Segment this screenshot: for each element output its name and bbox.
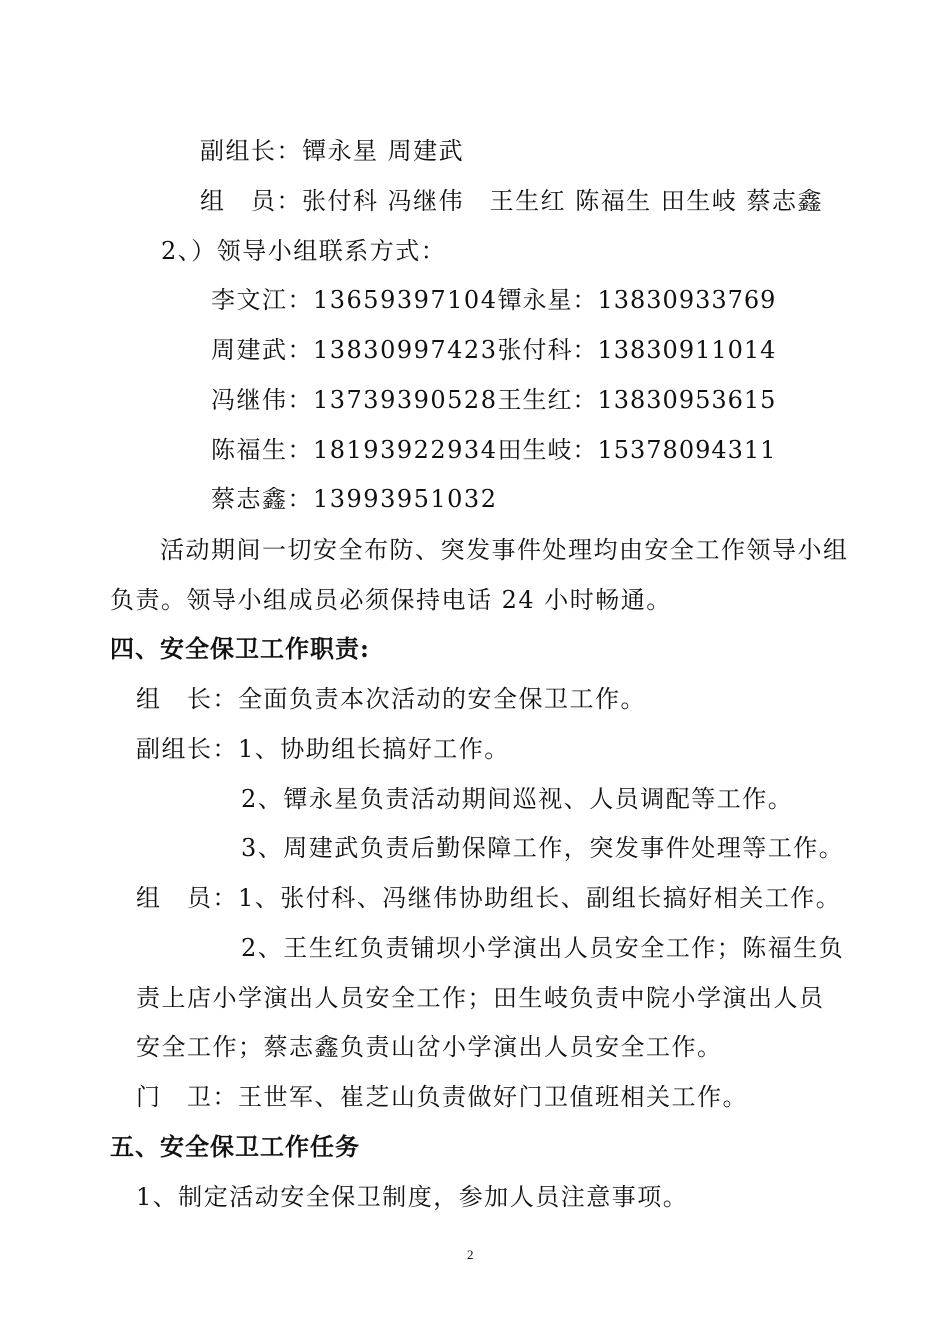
deputy-duty-line: 副组长：1、协助组长搞好工作。 xyxy=(136,735,510,763)
member-duty-line: 安全工作；蔡志鑫负责山岔小学演出人员安全工作。 xyxy=(136,1033,723,1061)
section-heading: 五、安全保卫工作任务 xyxy=(110,1132,360,1161)
leader-duty-line: 组 长：全面负责本次活动的安全保卫工作。 xyxy=(136,685,646,713)
page-number: 2 xyxy=(467,1247,474,1262)
member-duty-line: 组 员：1、张付科、冯继伟协助组长、副组长搞好相关工作。 xyxy=(136,884,842,912)
contact-left: 陈福生：18193922934 xyxy=(211,436,498,464)
task-line: 1、制定活动安全保卫制度，参加人员注意事项。 xyxy=(136,1183,689,1211)
member-duty-line: 责上店小学演出人员安全工作；田生岐负责中院小学演出人员 xyxy=(136,984,825,1012)
contact-heading: 2、）领导小组联系方式： xyxy=(161,237,447,265)
deputy-duty-line: 2、镡永星负责活动期间巡视、人员调配等工作。 xyxy=(241,785,794,813)
contact-left: 周建武：13830997423 xyxy=(211,336,498,364)
contact-right: 王生红：13830953615 xyxy=(497,386,777,414)
contact-right: 田生岐：15378094311 xyxy=(497,436,777,464)
contact-right: 张付科：13830911014 xyxy=(497,336,777,364)
contact-row xyxy=(211,285,776,315)
member-duty-line: 2、王生红负责铺坝小学演出人员安全工作；陈福生负 xyxy=(241,934,845,962)
contact-left: 李文江：13659397104 xyxy=(211,286,498,314)
contact-row xyxy=(211,484,497,514)
contact-left: 蔡志鑫：13993951032 xyxy=(211,485,498,513)
paragraph-line: 活动期间一切安全布防、突发事件处理均由安全工作领导小组 xyxy=(160,536,849,564)
guard-duty-line: 门 卫：王世军、崔芝山负责做好门卫值班相关工作。 xyxy=(136,1083,748,1111)
contact-left: 冯继伟：13739390528 xyxy=(211,386,498,414)
members-line: 组 员：张付科 冯继伟 王生红 陈福生 田生岐 蔡志鑫 xyxy=(200,187,824,215)
contact-row xyxy=(211,435,776,465)
deputy-duty-line: 3、周建武负责后勤保障工作，突发事件处理等工作。 xyxy=(241,834,845,862)
contact-row xyxy=(211,335,776,365)
contact-right: 镡永星：13830933769 xyxy=(497,286,777,314)
deputy-leaders-line: 副组长：镡永星 周建武 xyxy=(200,137,465,165)
paragraph-line: 负责。领导小组成员必须保持电话 24 小时畅通。 xyxy=(110,586,672,614)
contact-row xyxy=(211,385,776,415)
section-heading: 四、安全保卫工作职责: xyxy=(110,634,370,663)
